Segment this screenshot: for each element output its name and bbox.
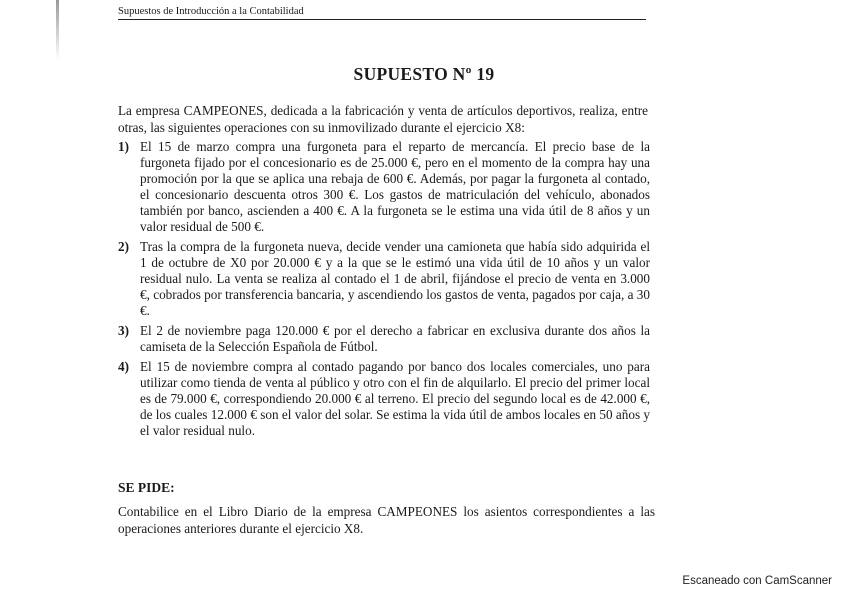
list-item xyxy=(118,323,650,355)
list-item xyxy=(118,139,650,235)
item-text: El 15 de noviembre compra al contado pagando por banco dos locales comerciales, uno para utilizar como tienda de venta al público y otro con el fin de alquilarlo. El precio del primer local es de 79.000 €, correspondiendo 20.000 € al terreno. El precio del segundo local es de 42.000 €, de los cuales 12.000 € son el valor del solar. Se estima la vida útil de ambos locales en 50 años y el valor residual nulo. xyxy=(140,359,650,438)
intro-paragraph: La empresa CAMPEONES, dedicada a la fabricación y venta de artículos deportivos, realiza, entre otras, las siguientes operaciones con su inmovilizado durante el ejercicio X8: xyxy=(118,103,648,135)
item-number: 2) xyxy=(118,239,129,254)
running-header: Supuestos de Introducción a la Contabilidad xyxy=(118,6,646,20)
scanner-watermark: Escaneado con CamScanner xyxy=(682,575,832,587)
item-text: El 2 de noviembre paga 120.000 € por el derecho a fabricar en exclusiva durante dos años la camiseta de la Selección Española de Fútbol. xyxy=(140,323,650,354)
page-title: SUPUESTO Nº 19 xyxy=(353,64,495,84)
item-text: Tras la compra de la furgoneta nueva, decide vender una camioneta que había sido adquirida el 1 de octubre de X0 por 20.000 € y a la que se le estimó una vida útil de 10 años y un valor residual nulo. La venta se realiza al contado el 1 de abril, fijándose el precio de venta en 3.000 €, cobrados por transferencia bancaria, y ascendiendo los gastos de venta, pagados por caja, a 30 €. xyxy=(140,239,650,318)
se-pide-heading: SE PIDE: xyxy=(118,480,175,495)
scan-edge-mark xyxy=(56,0,59,60)
list-item xyxy=(118,239,650,319)
item-number: 3) xyxy=(118,323,129,338)
item-number: 1) xyxy=(118,139,129,154)
item-text: El 15 de marzo compra una furgoneta para el reparto de mercancía. El precio base de la furgoneta fijado por el concesionario es de 25.000 €, pero en el momento de la compra hay una promoción por la que se aplica una rebaja de 600 €. Además, por pagar la furgoneta al contado, el concesionario descuenta otros 300 €. Los gastos de matriculación del vehículo, abonados también por banco, ascienden a 400 €. A la furgoneta se le estima una vida útil de 8 años y un valor residual de 500 €. xyxy=(140,139,650,234)
item-number: 4) xyxy=(118,359,129,374)
operations-list xyxy=(118,139,650,443)
se-pide-text: Contabilice en el Libro Diario de la empresa CAMPEONES los asientos correspondientes a las operaciones anteriores durante el ejercicio X8. xyxy=(118,504,655,536)
list-item xyxy=(118,359,650,439)
